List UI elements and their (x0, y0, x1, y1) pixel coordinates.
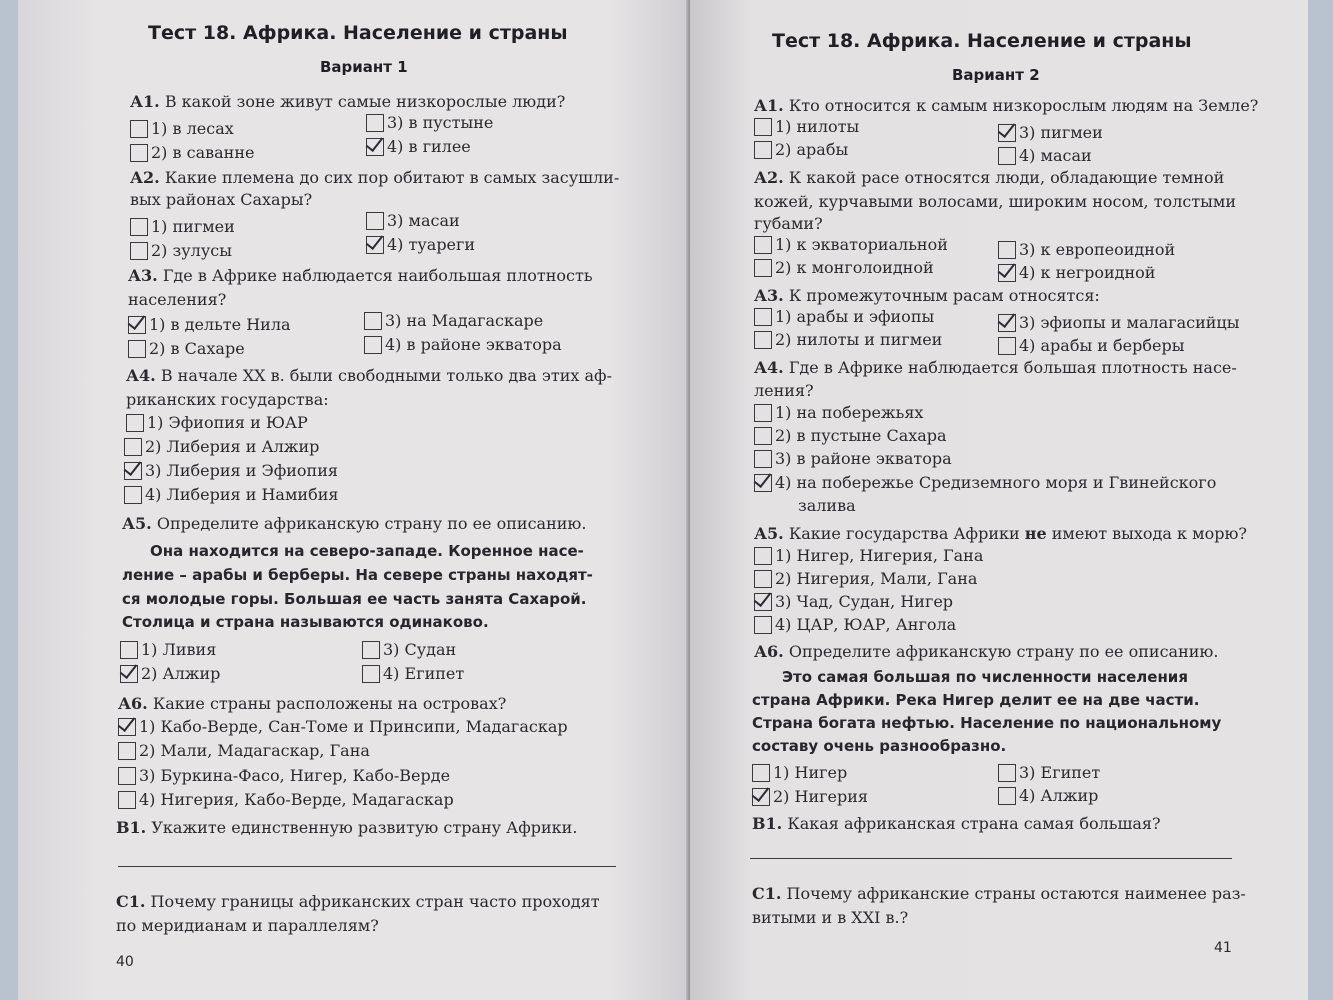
question-c1-line2: витыми и в XXI в.? (752, 908, 909, 927)
page-number: 40 (116, 954, 134, 970)
variant-label: Вариант 2 (952, 66, 1040, 84)
description-line: составу очень разнообразно. (752, 737, 1007, 755)
checkbox[interactable] (364, 312, 382, 330)
checkbox-checked[interactable] (752, 788, 770, 806)
option-a2-1[interactable]: 1) пигмеи (130, 216, 235, 238)
option-a4-3[interactable]: 3) в районе экватора (754, 448, 952, 470)
checkbox-checked[interactable] (366, 138, 384, 156)
question-a6: А6. Какие страны расположены на островах? (118, 694, 507, 713)
checkbox[interactable] (130, 144, 148, 162)
option-a5-3[interactable]: 3) Судан (362, 639, 456, 661)
checkbox-checked[interactable] (998, 124, 1016, 142)
option-a1-2[interactable]: 2) в саванне (130, 142, 254, 164)
question-a4-line2: риканских государства: (126, 390, 329, 409)
option-a4-3[interactable]: 3) Либерия и Эфиопия (124, 460, 338, 482)
checkbox[interactable] (130, 242, 148, 260)
option-a5-2[interactable]: 2) Алжир (120, 663, 220, 685)
option-a6-4[interactable]: 4) Алжир (998, 785, 1098, 807)
option-a1-1[interactable]: 1) нилоты (754, 116, 859, 138)
checkbox[interactable] (754, 427, 772, 445)
option-a5-3[interactable]: 3) Чад, Судан, Нигер (754, 591, 953, 613)
option-a6-4[interactable]: 4) Нигерия, Кабо-Верде, Мадагаскар (118, 789, 454, 811)
checkbox[interactable] (118, 742, 136, 760)
description-line: ся молодые горы. Большая ее часть занята Сахарой. (122, 590, 587, 608)
option-a4-4[interactable]: 4) Либерия и Намибия (124, 484, 338, 506)
option-a4-2[interactable]: 2) Либерия и Алжир (124, 436, 319, 458)
option-a6-2[interactable]: 2) Нигерия (752, 786, 868, 808)
checkbox[interactable] (754, 547, 772, 565)
option-a1-3[interactable]: 3) пигмеи (998, 122, 1103, 144)
description-line: Она находится на северо-западе. Коренное насе- (150, 542, 584, 560)
checkbox[interactable] (128, 340, 146, 358)
checkbox[interactable] (124, 486, 142, 504)
question-a2-line2: вых районах Сахары? (130, 190, 313, 209)
question-a1: А1. Кто относится к самым низкорослым людям на Земле? (754, 96, 1259, 115)
checkbox-checked[interactable] (998, 264, 1016, 282)
checkbox[interactable] (754, 404, 772, 422)
checkbox[interactable] (754, 331, 772, 349)
checkbox-checked[interactable] (118, 718, 136, 736)
checkbox[interactable] (118, 767, 136, 785)
option-a6-3[interactable]: 3) Буркина-Фасо, Нигер, Кабо-Верде (118, 765, 450, 787)
checkbox[interactable] (130, 120, 148, 138)
question-a3-line2: населения? (128, 290, 227, 309)
option-a4-2[interactable]: 2) в пустыне Сахара (754, 425, 947, 447)
question-c1: С1. Почему африканские страны остаются наименее раз- (752, 884, 1246, 903)
option-a2-2[interactable]: 2) к монголоидной (754, 257, 934, 279)
description-line: Столица и страна называются одинаково. (122, 613, 489, 631)
question-a4: А4. В начале XX в. были свободными только два этих аф- (126, 366, 612, 385)
checkbox-checked[interactable] (998, 314, 1016, 332)
option-a3-3[interactable]: 3) на Мадагаскаре (364, 310, 543, 332)
checkbox[interactable] (366, 212, 384, 230)
question-a3: А3. К промежуточным расам относятся: (754, 286, 1100, 305)
option-a1-4[interactable]: 4) в гилее (366, 136, 471, 158)
option-a5-1[interactable]: 1) Ливия (120, 639, 216, 661)
option-a3-1[interactable]: 1) в дельте Нила (128, 314, 291, 336)
description-line: ление – арабы и берберы. На севере страны находят- (122, 566, 593, 584)
option-a3-4[interactable]: 4) арабы и берберы (998, 335, 1184, 357)
question-a2-line2: кожей, курчавыми волосами, широким носом, толстыми (754, 192, 1237, 211)
question-c1: С1. Почему границы африканских стран часто проходят (116, 892, 600, 911)
page-title: Тест 18. Африка. Население и страны (772, 30, 1192, 52)
option-a3-3[interactable]: 3) эфиопы и малагасийцы (998, 312, 1239, 334)
description-line: Это самая большая по численности населения (782, 668, 1188, 686)
checkbox-checked[interactable] (124, 462, 142, 480)
checkbox[interactable] (130, 218, 148, 236)
option-a3-4[interactable]: 4) в районе экватора (364, 334, 562, 356)
question-a3: А3. Где в Африке наблюдается наибольшая плотность (128, 266, 593, 285)
option-a4-4[interactable]: 4) на побережье Средиземного моря и Гвинейского (754, 472, 1216, 494)
checkbox[interactable] (754, 308, 772, 326)
option-a4-1[interactable]: 1) Эфиопия и ЮАР (126, 412, 308, 434)
checkbox[interactable] (998, 241, 1016, 259)
option-a1-3[interactable]: 3) в пустыне (366, 112, 493, 134)
checkbox[interactable] (754, 616, 772, 634)
question-a2: А2. К какой расе относятся люди, обладающие темной (754, 168, 1225, 187)
checkbox[interactable] (998, 787, 1016, 805)
answer-line[interactable] (750, 858, 1232, 859)
option-a6-2[interactable]: 2) Мали, Мадагаскар, Гана (118, 740, 370, 762)
page-number: 41 (1214, 940, 1232, 956)
option-a3-2[interactable]: 2) в Сахаре (128, 338, 245, 360)
description-line: Страна богата нефтью. Население по национальному (752, 714, 1222, 732)
question-a5: А5. Определите африканскую страну по ее описанию. (122, 514, 587, 533)
question-a1: А1. В какой зоне живут самые низкорослые люди? (130, 92, 566, 111)
checkbox[interactable] (998, 337, 1016, 355)
answer-line[interactable] (118, 866, 616, 867)
option-a2-4[interactable]: 4) к негроидной (998, 262, 1155, 284)
description-line: страна Африки. Река Нигер делит ее на две части. (752, 691, 1200, 709)
checkbox[interactable] (998, 764, 1016, 782)
option-a2-4[interactable]: 4) туареги (366, 234, 475, 256)
checkbox-checked[interactable] (120, 665, 138, 683)
option-a2-3[interactable]: 3) масаи (366, 210, 460, 232)
option-a5-1[interactable]: 1) Нигер, Нигерия, Гана (754, 545, 983, 567)
right-page (690, 0, 1308, 1000)
checkbox[interactable] (998, 147, 1016, 165)
question-a4-line2: ления? (754, 381, 814, 400)
checkbox[interactable] (754, 141, 772, 159)
checkbox[interactable] (754, 118, 772, 136)
checkbox[interactable] (754, 450, 772, 468)
question-c1-line2: по меридианам и параллелям? (116, 916, 379, 935)
checkbox[interactable] (754, 259, 772, 277)
checkbox[interactable] (118, 791, 136, 809)
option-a5-4[interactable]: 4) Египет (362, 663, 464, 685)
option-a1-4[interactable]: 4) масаи (998, 145, 1092, 167)
question-a5: А5. Какие государства Африки не имеют выхода к морю? (754, 524, 1247, 543)
option-a6-1[interactable]: 1) Кабо-Верде, Сан-Томе и Принсипи, Мадагаскар (118, 716, 568, 738)
checkbox[interactable] (120, 641, 138, 659)
option-a4-1[interactable]: 1) на побережьях (754, 402, 923, 424)
option-a2-2[interactable]: 2) зулусы (130, 240, 232, 262)
checkbox-checked[interactable] (754, 474, 772, 492)
checkbox[interactable] (126, 414, 144, 432)
checkbox-checked[interactable] (366, 236, 384, 254)
checkbox[interactable] (362, 641, 380, 659)
checkbox-checked[interactable] (754, 593, 772, 611)
option-a2-1[interactable]: 1) к экваториальной (754, 234, 948, 256)
checkbox-checked[interactable] (128, 316, 146, 334)
question-b1: В1. Укажите единственную развитую страну Африки. (116, 818, 578, 837)
checkbox[interactable] (364, 336, 382, 354)
checkbox[interactable] (366, 114, 384, 132)
option-a3-1[interactable]: 1) арабы и эфиопы (754, 306, 934, 328)
checkbox[interactable] (362, 665, 380, 683)
option-a2-3[interactable]: 3) к европеоидной (998, 239, 1175, 261)
question-a6: А6. Определите африканскую страну по ее описанию. (754, 642, 1219, 661)
question-b1: В1. Какая африканская страна самая большая? (752, 814, 1161, 833)
checkbox[interactable] (754, 236, 772, 254)
checkbox[interactable] (754, 570, 772, 588)
option-a4-4-continued: залива (798, 496, 856, 515)
left-page (18, 0, 690, 1000)
variant-label: Вариант 1 (320, 58, 408, 76)
question-a4: А4. Где в Африке наблюдается большая плотность насе- (754, 358, 1237, 377)
question-a2: А2. Какие племена до сих пор обитают в самых засушли- (130, 168, 620, 187)
option-a6-1[interactable]: 1) Нигер (752, 762, 847, 784)
question-a2-line3: губами? (754, 214, 823, 233)
page-title: Тест 18. Африка. Население и страны (148, 22, 568, 44)
option-a5-2[interactable]: 2) Нигерия, Мали, Гана (754, 568, 977, 590)
option-a1-1[interactable]: 1) в лесах (130, 118, 234, 140)
option-a1-2[interactable]: 2) арабы (754, 139, 848, 161)
option-a3-2[interactable]: 2) нилоты и пигмеи (754, 329, 942, 351)
checkbox[interactable] (752, 764, 770, 782)
checkbox[interactable] (124, 438, 142, 456)
option-a5-4[interactable]: 4) ЦАР, ЮАР, Ангола (754, 614, 956, 636)
option-a6-3[interactable]: 3) Египет (998, 762, 1100, 784)
